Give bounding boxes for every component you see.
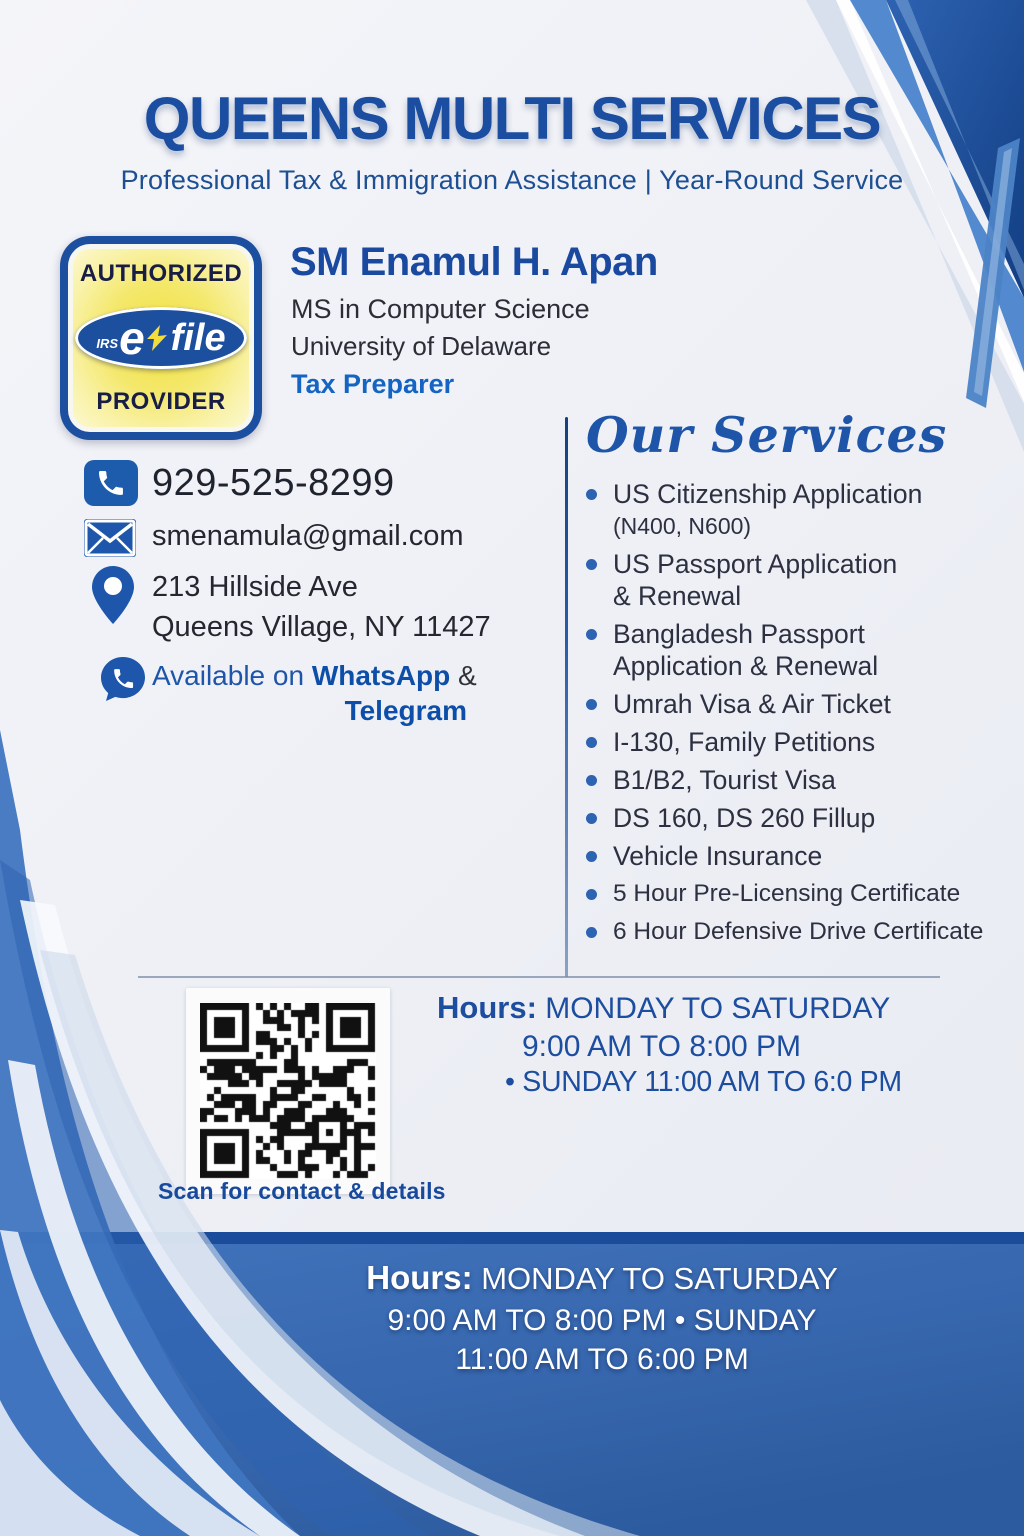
efile-provider-badge <box>60 236 262 440</box>
badge-face <box>73 249 249 427</box>
service-item-line: US Citizenship Application <box>613 479 923 509</box>
services-list <box>586 478 1016 948</box>
hours-line3: • SUNDAY 11:00 AM TO 6:0 PM <box>505 1066 902 1098</box>
address-line2: Queens Village, NY 11427 <box>152 611 491 643</box>
services-section <box>586 478 1016 954</box>
badge-inner-ring <box>68 244 254 432</box>
service-item <box>586 726 1016 758</box>
efile-lightning-icon <box>147 325 167 351</box>
irs-label: IRS <box>96 335 119 351</box>
bullet-icon <box>586 699 597 710</box>
service-item-line: 5 Hour Pre-Licensing Certificate <box>613 880 961 907</box>
badge-provider-label: PROVIDER <box>96 388 226 415</box>
email-address: smenamula@gmail.com <box>152 520 464 552</box>
bullet-icon <box>586 775 597 786</box>
messaging-whatsapp: WhatsApp <box>311 660 451 691</box>
page-title: QUEENS MULTI SERVICES <box>143 85 881 152</box>
service-item-line: B1/B2, Tourist Visa <box>613 765 836 795</box>
bullet-icon <box>586 927 597 938</box>
person-university: University of Delaware <box>291 331 552 361</box>
service-item-line: Vehicle Insurance <box>613 841 823 871</box>
bullet-icon <box>586 629 597 640</box>
service-item-line: & Renewal <box>613 581 742 611</box>
service-item-line: (N400, N600) <box>613 513 752 539</box>
service-item-line: Bangladesh Passport <box>613 619 865 649</box>
location-pin-icon <box>92 566 134 624</box>
top-right-ribbon <box>806 0 1024 452</box>
phone-number: 929-525-8299 <box>152 462 395 504</box>
messaging-prefix: Available on <box>152 660 312 691</box>
service-item <box>586 688 1016 720</box>
qr-card <box>186 988 390 1194</box>
service-item-line: US Passport Application <box>613 549 898 579</box>
banner-days: MONDAY TO SATURDAY <box>472 1261 838 1296</box>
service-item <box>586 878 1016 910</box>
service-item <box>586 478 1016 542</box>
email-icon <box>84 519 136 557</box>
badge-authorized-label: AUTHORIZED <box>79 260 243 287</box>
efile-oval <box>75 307 247 369</box>
messaging-telegram: Telegram <box>344 695 467 726</box>
person-name: SM Enamul H. Apan <box>290 240 658 284</box>
qr-caption: Scan for contact & details <box>158 1178 446 1204</box>
address-line1: 213 Hillside Ave <box>152 571 358 603</box>
phone-icon <box>84 460 138 506</box>
service-item <box>586 802 1016 834</box>
bullet-icon <box>586 851 597 862</box>
service-item-line: Umrah Visa & Air Ticket <box>613 689 891 719</box>
section-divider <box>138 976 940 978</box>
hours-label: Hours: <box>437 990 537 1025</box>
service-item <box>586 618 1016 682</box>
service-item <box>586 840 1016 872</box>
bullet-icon <box>586 813 597 824</box>
person-degree: MS in Computer Science <box>291 294 590 324</box>
service-item <box>586 916 1016 948</box>
hours-line1 <box>437 990 890 1026</box>
services-divider <box>565 417 568 977</box>
page-subtitle: Professional Tax & Immigration Assistance | Year-Round Service <box>120 165 904 195</box>
qr-code <box>200 1003 376 1179</box>
hours-line2: 9:00 AM TO 8:00 PM <box>522 1030 802 1063</box>
services-heading: Our Services <box>586 406 948 464</box>
service-item <box>586 764 1016 796</box>
hours-days: MONDAY TO SATURDAY <box>536 992 891 1025</box>
bullet-icon <box>586 737 597 748</box>
bullet-icon <box>586 489 597 500</box>
whatsapp-icon <box>100 656 146 702</box>
service-item-line: DS 160, DS 260 Fillup <box>613 803 876 833</box>
service-item-line: Application & Renewal <box>613 651 879 681</box>
bullet-icon <box>586 889 597 900</box>
messaging-amp: & <box>450 660 477 691</box>
bullet-icon <box>586 559 597 570</box>
efile-file: file <box>170 317 226 359</box>
banner-line1 <box>292 1256 912 1301</box>
messaging-availability <box>152 660 477 692</box>
banner-hours-label: Hours: <box>366 1259 473 1296</box>
banner-line3: 11:00 AM TO 6:00 PM <box>455 1343 749 1376</box>
bottom-hours-banner <box>292 1256 912 1379</box>
person-role: Tax Preparer <box>291 369 455 399</box>
efile-e: e <box>119 312 145 364</box>
service-item-line: I-130, Family Petitions <box>613 727 876 757</box>
banner-line2: 9:00 AM TO 8:00 PM • SUNDAY <box>387 1304 817 1337</box>
service-item-line: 6 Hour Defensive Drive Certificate <box>613 918 984 945</box>
service-item <box>586 548 1016 612</box>
